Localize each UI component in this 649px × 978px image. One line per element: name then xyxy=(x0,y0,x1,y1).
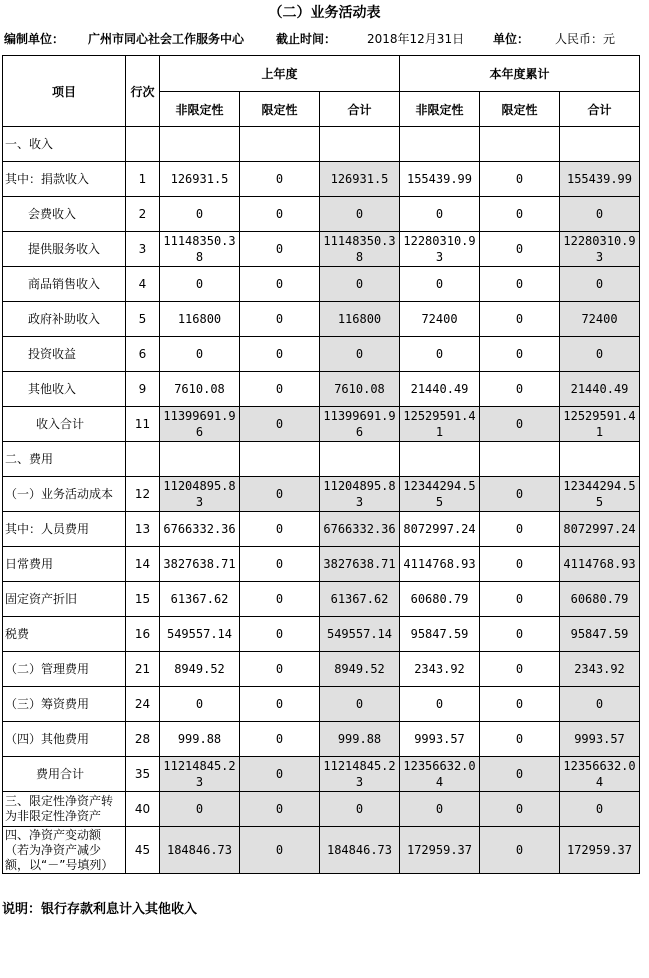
cell-prev-restricted: 0 xyxy=(240,582,320,617)
cell-curr-unrestricted xyxy=(400,127,480,162)
cell-prev-total: 0 xyxy=(320,687,400,722)
cell-curr-unrestricted: 0 xyxy=(400,197,480,232)
cell-prev-restricted xyxy=(240,127,320,162)
cell-curr-unrestricted: 12356632.04 xyxy=(400,757,480,792)
cell-curr-unrestricted: 2343.92 xyxy=(400,652,480,687)
row-line-number: 1 xyxy=(126,162,160,197)
cell-curr-restricted: 0 xyxy=(480,477,560,512)
cell-curr-total: 2343.92 xyxy=(560,652,640,687)
cell-prev-total: 3827638.71 xyxy=(320,547,400,582)
cell-prev-unrestricted: 126931.5 xyxy=(160,162,240,197)
row-label: 提供服务收入 xyxy=(3,232,126,267)
table-row xyxy=(3,442,640,477)
header-curr-restricted: 限定性 xyxy=(480,92,560,127)
cell-prev-unrestricted: 184846.73 xyxy=(160,827,240,874)
table-row xyxy=(3,337,640,372)
cell-curr-restricted: 0 xyxy=(480,827,560,874)
cell-curr-total: 12280310.93 xyxy=(560,232,640,267)
report-title: （二）业务活动表 xyxy=(268,5,381,21)
cell-curr-unrestricted: 4114768.93 xyxy=(400,547,480,582)
row-label: 其中：人员费用 xyxy=(3,512,126,547)
table-row xyxy=(3,302,640,337)
cell-curr-restricted: 0 xyxy=(480,302,560,337)
cell-curr-restricted xyxy=(480,127,560,162)
cell-prev-unrestricted: 0 xyxy=(160,792,240,827)
cell-curr-total: 4114768.93 xyxy=(560,547,640,582)
cell-prev-restricted: 0 xyxy=(240,757,320,792)
cell-curr-total: 95847.59 xyxy=(560,617,640,652)
row-line-number: 2 xyxy=(126,197,160,232)
cell-prev-unrestricted: 116800 xyxy=(160,302,240,337)
cell-curr-total: 0 xyxy=(560,197,640,232)
activity-table xyxy=(2,55,640,874)
header-prev-total: 合计 xyxy=(320,92,400,127)
cell-curr-restricted: 0 xyxy=(480,722,560,757)
row-label: （一）业务活动成本 xyxy=(3,477,126,512)
row-line-number: 40 xyxy=(126,792,160,827)
cell-curr-total: 9993.57 xyxy=(560,722,640,757)
cell-prev-restricted: 0 xyxy=(240,722,320,757)
cell-prev-total: 11148350.38 xyxy=(320,232,400,267)
cell-prev-total: 116800 xyxy=(320,302,400,337)
cell-curr-restricted: 0 xyxy=(480,162,560,197)
header-curr-total: 合计 xyxy=(560,92,640,127)
table-row xyxy=(3,582,640,617)
cell-curr-unrestricted: 0 xyxy=(400,337,480,372)
cell-curr-total: 12344294.55 xyxy=(560,477,640,512)
table-row xyxy=(3,792,640,827)
row-line-number: 15 xyxy=(126,582,160,617)
header-prev-restricted: 限定性 xyxy=(240,92,320,127)
cell-prev-unrestricted xyxy=(160,442,240,477)
cell-curr-total xyxy=(560,442,640,477)
row-label: 一、收入 xyxy=(3,127,126,162)
cell-curr-restricted: 0 xyxy=(480,617,560,652)
cell-prev-restricted: 0 xyxy=(240,372,320,407)
cell-curr-restricted: 0 xyxy=(480,792,560,827)
date-label: 截止时间： xyxy=(276,32,337,46)
cell-prev-unrestricted: 3827638.71 xyxy=(160,547,240,582)
cell-prev-total: 126931.5 xyxy=(320,162,400,197)
cell-prev-unrestricted: 8949.52 xyxy=(160,652,240,687)
cell-prev-unrestricted: 6766332.36 xyxy=(160,512,240,547)
row-label: 日常费用 xyxy=(3,547,126,582)
cell-prev-total: 8949.52 xyxy=(320,652,400,687)
cell-curr-total: 0 xyxy=(560,267,640,302)
table-row xyxy=(3,547,640,582)
row-label: 四、净资产变动额（若为净资产减少额，以“－”号填列） xyxy=(3,827,126,874)
cell-prev-unrestricted: 11148350.38 xyxy=(160,232,240,267)
cell-curr-total: 172959.37 xyxy=(560,827,640,874)
cell-curr-unrestricted: 12280310.93 xyxy=(400,232,480,267)
date-value: 2018年12月31日 xyxy=(367,32,465,46)
cell-prev-restricted: 0 xyxy=(240,477,320,512)
cell-prev-unrestricted: 11399691.96 xyxy=(160,407,240,442)
cell-prev-restricted: 0 xyxy=(240,547,320,582)
cell-prev-total: 0 xyxy=(320,197,400,232)
cell-prev-unrestricted: 11204895.83 xyxy=(160,477,240,512)
header-prev-unrestricted: 非限定性 xyxy=(160,92,240,127)
table-row xyxy=(3,827,640,874)
table-row xyxy=(3,757,640,792)
cell-prev-restricted: 0 xyxy=(240,267,320,302)
cell-prev-unrestricted xyxy=(160,127,240,162)
header-curr-unrestricted: 非限定性 xyxy=(400,92,480,127)
org-value: 广州市同心社会工作服务中心 xyxy=(88,32,245,46)
cell-curr-restricted: 0 xyxy=(480,372,560,407)
cell-prev-restricted: 0 xyxy=(240,407,320,442)
cell-prev-total xyxy=(320,442,400,477)
row-label: 其中：捐款收入 xyxy=(3,162,126,197)
header-curr-year: 本年度累计 xyxy=(400,56,640,92)
row-label: 费用合计 xyxy=(3,757,126,792)
cell-curr-unrestricted: 12529591.41 xyxy=(400,407,480,442)
cell-curr-total: 8072997.24 xyxy=(560,512,640,547)
cell-curr-restricted: 0 xyxy=(480,337,560,372)
cell-prev-total: 7610.08 xyxy=(320,372,400,407)
row-line-number: 45 xyxy=(126,827,160,874)
cell-prev-total: 11214845.23 xyxy=(320,757,400,792)
row-line-number: 21 xyxy=(126,652,160,687)
cell-curr-total: 12356632.04 xyxy=(560,757,640,792)
cell-prev-total: 0 xyxy=(320,792,400,827)
table-row xyxy=(3,267,640,302)
table-row xyxy=(3,372,640,407)
cell-curr-restricted: 0 xyxy=(480,582,560,617)
cell-curr-total: 0 xyxy=(560,687,640,722)
row-label: 其他收入 xyxy=(3,372,126,407)
cell-prev-total xyxy=(320,127,400,162)
unit-label: 单位： xyxy=(493,32,530,46)
cell-curr-unrestricted: 0 xyxy=(400,267,480,302)
cell-prev-total: 999.88 xyxy=(320,722,400,757)
cell-prev-unrestricted: 0 xyxy=(160,337,240,372)
cell-curr-unrestricted: 95847.59 xyxy=(400,617,480,652)
cell-curr-total xyxy=(560,127,640,162)
row-line-number: 3 xyxy=(126,232,160,267)
cell-prev-total: 11399691.96 xyxy=(320,407,400,442)
row-label: 二、费用 xyxy=(3,442,126,477)
table-row xyxy=(3,722,640,757)
header-item: 项目 xyxy=(3,56,126,127)
table-row xyxy=(3,162,640,197)
cell-curr-total: 21440.49 xyxy=(560,372,640,407)
cell-prev-total: 61367.62 xyxy=(320,582,400,617)
cell-curr-unrestricted: 172959.37 xyxy=(400,827,480,874)
cell-curr-restricted: 0 xyxy=(480,232,560,267)
cell-prev-restricted: 0 xyxy=(240,512,320,547)
row-line-number xyxy=(126,442,160,477)
cell-curr-unrestricted xyxy=(400,442,480,477)
cell-curr-total: 0 xyxy=(560,792,640,827)
row-line-number: 11 xyxy=(126,407,160,442)
cell-curr-restricted: 0 xyxy=(480,512,560,547)
cell-curr-unrestricted: 8072997.24 xyxy=(400,512,480,547)
cell-curr-unrestricted: 21440.49 xyxy=(400,372,480,407)
footnote: 说明：银行存款利息计入其他收入 xyxy=(2,902,198,917)
row-label: 固定资产折旧 xyxy=(3,582,126,617)
cell-curr-unrestricted: 0 xyxy=(400,687,480,722)
cell-curr-total: 72400 xyxy=(560,302,640,337)
cell-prev-unrestricted: 0 xyxy=(160,687,240,722)
table-row xyxy=(3,232,640,267)
cell-curr-unrestricted: 155439.99 xyxy=(400,162,480,197)
cell-curr-unrestricted: 12344294.55 xyxy=(400,477,480,512)
cell-prev-restricted: 0 xyxy=(240,232,320,267)
table-row xyxy=(3,652,640,687)
row-line-number: 6 xyxy=(126,337,160,372)
cell-prev-restricted xyxy=(240,442,320,477)
row-label: 会费收入 xyxy=(3,197,126,232)
cell-curr-restricted: 0 xyxy=(480,267,560,302)
row-label: 收入合计 xyxy=(3,407,126,442)
row-line-number: 16 xyxy=(126,617,160,652)
cell-prev-unrestricted: 11214845.23 xyxy=(160,757,240,792)
cell-curr-restricted xyxy=(480,442,560,477)
header-line: 行次 xyxy=(126,56,160,127)
unit-value: 人民币：元 xyxy=(555,32,616,46)
table-row xyxy=(3,127,640,162)
cell-prev-total: 11204895.83 xyxy=(320,477,400,512)
table-row xyxy=(3,197,640,232)
cell-prev-total: 0 xyxy=(320,267,400,302)
row-label: 税费 xyxy=(3,617,126,652)
cell-prev-restricted: 0 xyxy=(240,687,320,722)
cell-prev-restricted: 0 xyxy=(240,162,320,197)
cell-prev-total: 0 xyxy=(320,337,400,372)
row-label: 投资收益 xyxy=(3,337,126,372)
cell-prev-total: 6766332.36 xyxy=(320,512,400,547)
cell-curr-restricted: 0 xyxy=(480,652,560,687)
table-row xyxy=(3,407,640,442)
cell-curr-restricted: 0 xyxy=(480,197,560,232)
cell-curr-restricted: 0 xyxy=(480,407,560,442)
cell-prev-unrestricted: 549557.14 xyxy=(160,617,240,652)
cell-prev-restricted: 0 xyxy=(240,197,320,232)
row-line-number: 12 xyxy=(126,477,160,512)
row-label: 商品销售收入 xyxy=(3,267,126,302)
row-line-number: 14 xyxy=(126,547,160,582)
cell-prev-unrestricted: 999.88 xyxy=(160,722,240,757)
cell-prev-restricted: 0 xyxy=(240,652,320,687)
row-label: 三、限定性净资产转为非限定性净资产 xyxy=(3,792,126,827)
table-row xyxy=(3,687,640,722)
cell-curr-restricted: 0 xyxy=(480,547,560,582)
cell-curr-total: 60680.79 xyxy=(560,582,640,617)
header-prev-year: 上年度 xyxy=(160,56,400,92)
cell-curr-total: 0 xyxy=(560,337,640,372)
org-label: 编制单位： xyxy=(4,32,65,46)
cell-prev-total: 549557.14 xyxy=(320,617,400,652)
table-row xyxy=(3,512,640,547)
cell-prev-total: 184846.73 xyxy=(320,827,400,874)
cell-prev-unrestricted: 0 xyxy=(160,267,240,302)
cell-curr-total: 12529591.41 xyxy=(560,407,640,442)
row-line-number: 28 xyxy=(126,722,160,757)
row-line-number xyxy=(126,127,160,162)
row-line-number: 5 xyxy=(126,302,160,337)
row-line-number: 4 xyxy=(126,267,160,302)
cell-curr-restricted: 0 xyxy=(480,757,560,792)
cell-curr-unrestricted: 0 xyxy=(400,792,480,827)
row-line-number: 13 xyxy=(126,512,160,547)
row-line-number: 35 xyxy=(126,757,160,792)
row-label: （三）筹资费用 xyxy=(3,687,126,722)
cell-prev-restricted: 0 xyxy=(240,827,320,874)
cell-curr-unrestricted: 72400 xyxy=(400,302,480,337)
row-label: （四）其他费用 xyxy=(3,722,126,757)
cell-prev-restricted: 0 xyxy=(240,302,320,337)
cell-prev-unrestricted: 7610.08 xyxy=(160,372,240,407)
cell-curr-unrestricted: 60680.79 xyxy=(400,582,480,617)
cell-curr-restricted: 0 xyxy=(480,687,560,722)
cell-curr-unrestricted: 9993.57 xyxy=(400,722,480,757)
table-row xyxy=(3,617,640,652)
table-row xyxy=(3,477,640,512)
cell-prev-unrestricted: 61367.62 xyxy=(160,582,240,617)
row-line-number: 9 xyxy=(126,372,160,407)
cell-prev-restricted: 0 xyxy=(240,792,320,827)
cell-prev-restricted: 0 xyxy=(240,617,320,652)
cell-prev-unrestricted: 0 xyxy=(160,197,240,232)
cell-curr-total: 155439.99 xyxy=(560,162,640,197)
row-label: 政府补助收入 xyxy=(3,302,126,337)
row-line-number: 24 xyxy=(126,687,160,722)
cell-prev-restricted: 0 xyxy=(240,337,320,372)
row-label: （二）管理费用 xyxy=(3,652,126,687)
